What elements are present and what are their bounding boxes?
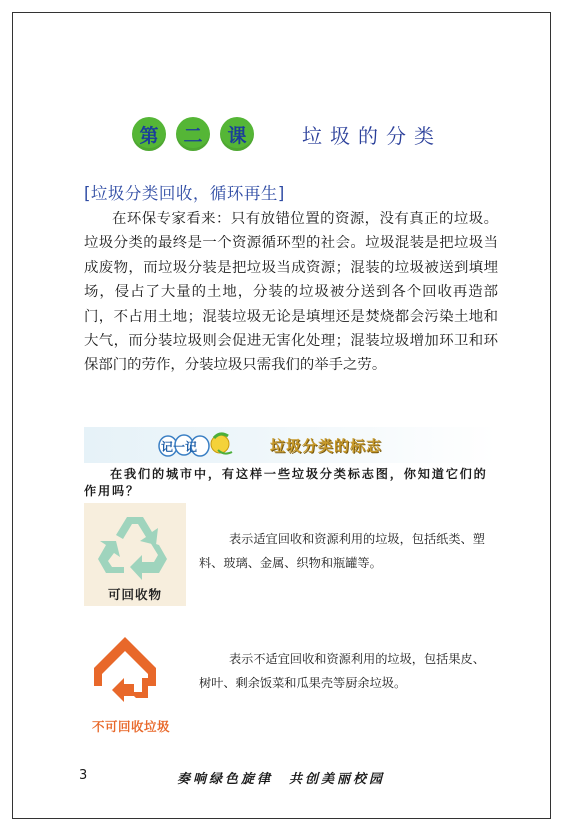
recyclable-sign bbox=[84, 503, 186, 606]
banner-title: 垃圾分类的标志 bbox=[270, 437, 383, 455]
lesson-header bbox=[132, 116, 442, 152]
lesson-circle-3: 课 bbox=[220, 117, 254, 151]
non-recyclable-description: 表示不适宜回收和资源利用的垃圾，包括果皮、树叶、剩余饭菜和瓜果壳等厨余垃圾。 bbox=[199, 652, 485, 690]
section-heading: [垃圾分类回收，循环再生] bbox=[84, 184, 285, 203]
remember-logo-icon bbox=[158, 430, 238, 460]
footer-slogan: 奏响绿色旋律 共创美丽校园 bbox=[177, 772, 386, 787]
remember-banner bbox=[84, 427, 496, 463]
recyclable-description: 表示适宜回收和资源利用的垃圾，包括纸类、塑料、玻璃、金属、织物和瓶罐等。 bbox=[199, 532, 485, 570]
page-number: 3 bbox=[79, 768, 88, 783]
non-recyclable-label: 不可回收垃圾 bbox=[92, 719, 171, 734]
lesson-circle-2: 二 bbox=[176, 117, 210, 151]
body-paragraph: 在环保专家看来：只有放错位置的资源，没有真正的垃圾。垃圾分类的最终是一个资源循环型的社会。垃圾混装是把垃圾当成废物，而垃圾分装是把垃圾当成资源；混装的垃圾被送到填埋场，侵占了大量的土地，分装的垃圾被分送到各个回收再造部门，不占用土地；混装垃圾无论是填埋还是焚烧都会污染土地和大气，而分装垃圾则会促进无害化处理；混装垃圾增加环卫和环保部门的劳作，分装垃圾只需我们的举手之劳。 bbox=[84, 211, 498, 374]
recycle-triangle-icon bbox=[94, 511, 176, 585]
lesson-title: 垃圾的分类 bbox=[302, 123, 442, 148]
logo-char-1: 记一记 bbox=[161, 440, 198, 454]
non-recyclable-arrow-icon bbox=[90, 634, 160, 704]
question-text: 在我们的城市中，有这样一些垃圾分类标志图，你知道它们的作用吗？ bbox=[84, 467, 488, 498]
lesson-circle-1: 第 bbox=[132, 117, 166, 151]
recyclable-label: 可回收物 bbox=[107, 587, 162, 602]
